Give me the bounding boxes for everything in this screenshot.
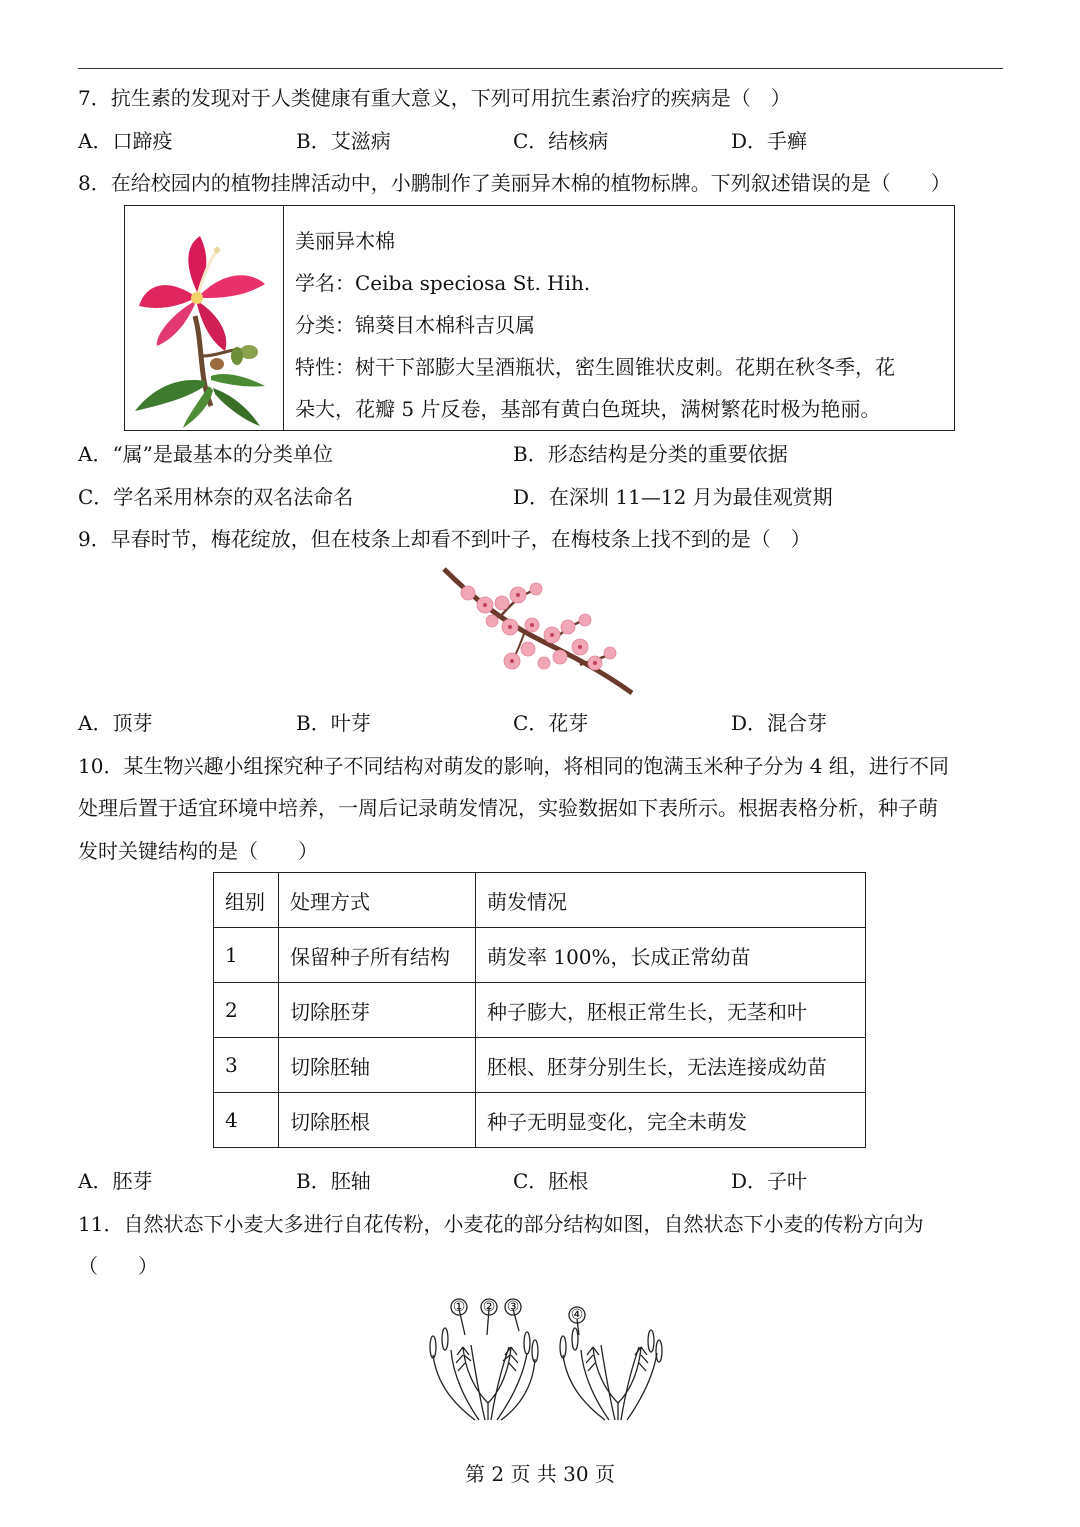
q10-option-a: A．胚芽 <box>78 1169 153 1193</box>
q7-stem: 7．抗生素的发现对于人类健康有重大意义，下列可用抗生素治疗的疾病是（ ） <box>78 86 791 110</box>
q9-stem: 9．早春时节，梅花绽放，但在枝条上却看不到叶子，在梅枝条上找不到的是（ ） <box>78 527 811 551</box>
kapok-flower-image <box>125 206 284 430</box>
plant-features-line1: 特性：树干下部膨大呈酒瓶状，密生圆锥状皮刺。花期在秋冬季，花 <box>295 355 895 379</box>
table-header: 处理方式 <box>279 873 476 928</box>
plant-label-text <box>295 220 945 430</box>
plant-classification: 分类：锦葵目木棉科吉贝属 <box>295 313 535 337</box>
q8-option-c: C．学名采用林奈的双名法命名 <box>78 485 354 509</box>
table-cell: 胚根、胚芽分别生长，无法连接成幼苗 <box>476 1038 866 1093</box>
table-cell: 2 <box>214 983 279 1038</box>
q7-option-a: A．口蹄疫 <box>78 129 173 153</box>
diagram-label-3: ③ <box>506 1299 520 1315</box>
table-row <box>214 1093 866 1148</box>
table-header: 组别 <box>214 873 279 928</box>
table-cell: 萌发率 100%，长成正常幼苗 <box>476 928 866 983</box>
table-cell: 切除胚根 <box>279 1093 476 1148</box>
q8-stem: 8．在给校园内的植物挂牌活动中，小鹏制作了美丽异木棉的植物标牌。下列叙述错误的是（ ） <box>78 171 951 195</box>
q7-option-d: D．手癣 <box>731 129 808 153</box>
table-cell: 种子无明显变化，完全未萌发 <box>476 1093 866 1148</box>
table-cell: 切除胚芽 <box>279 983 476 1038</box>
q8-option-b: B．形态结构是分类的重要依据 <box>513 442 788 466</box>
diagram-label-2: ② <box>482 1299 496 1315</box>
q11-stem: 11．自然状态下小麦大多进行自花传粉，小麦花的部分结构如图，自然状态下小麦的传粉方向为 <box>78 1212 924 1236</box>
q9-option-a: A．顶芽 <box>78 711 153 735</box>
table-header: 萌发情况 <box>476 873 866 928</box>
table-cell: 种子膨大，胚根正常生长，无茎和叶 <box>476 983 866 1038</box>
q10-stem-line1: 10．某生物兴趣小组探究种子不同结构对萌发的影响，将相同的饱满玉米种子分为 4 组，进行不同 <box>78 754 949 778</box>
q7-option-b: B．艾滋病 <box>296 129 391 153</box>
table-row <box>214 983 866 1038</box>
table-header-row <box>214 873 866 928</box>
q10-option-b: B．胚轴 <box>296 1169 371 1193</box>
table-cell: 保留种子所有结构 <box>279 928 476 983</box>
table-cell: 3 <box>214 1038 279 1093</box>
plant-name: 美丽异木棉 <box>295 229 395 253</box>
q9-option-b: B．叶芽 <box>296 711 371 735</box>
table-row <box>214 1038 866 1093</box>
table-cell: 4 <box>214 1093 279 1148</box>
header-rule <box>78 68 1003 69</box>
plant-scientific-name: 学名：Ceiba speciosa St. Hih. <box>295 271 591 295</box>
table-cell: 1 <box>214 928 279 983</box>
table-row <box>214 928 866 983</box>
table-cell: 切除胚轴 <box>279 1038 476 1093</box>
q9-option-c: C．花芽 <box>513 711 589 735</box>
q10-stem-line2: 处理后置于适宜环境中培养，一周后记录萌发情况，实验数据如下表所示。根据表格分析，种子萌 <box>78 796 938 820</box>
diagram-label-1: ① <box>452 1299 466 1315</box>
plum-branch-image <box>440 565 636 697</box>
diagram-label-4: ④ <box>570 1307 584 1323</box>
germination-table <box>213 872 866 1148</box>
q9-option-d: D．混合芽 <box>731 711 828 735</box>
q8-option-d: D．在深圳 11—12 月为最佳观赏期 <box>513 485 833 509</box>
plant-features-line2: 朵大，花瓣 5 片反卷，基部有黄白色斑块，满树繁花时极为艳丽。 <box>295 397 881 421</box>
plant-label-card <box>124 205 955 431</box>
q8-option-a: A．“属”是最基本的分类单位 <box>78 442 333 466</box>
q7-option-c: C．结核病 <box>513 129 609 153</box>
q10-option-c: C．胚根 <box>513 1169 589 1193</box>
wheat-flower-diagram <box>415 1295 665 1423</box>
q10-stem-line3: 发时关键结构的是（ ） <box>78 839 318 863</box>
q10-option-d: D．子叶 <box>731 1169 808 1193</box>
q11-answer-paren: （ ） <box>78 1254 158 1278</box>
page-footer: 第 2 页 共 30 页 <box>465 1462 615 1486</box>
